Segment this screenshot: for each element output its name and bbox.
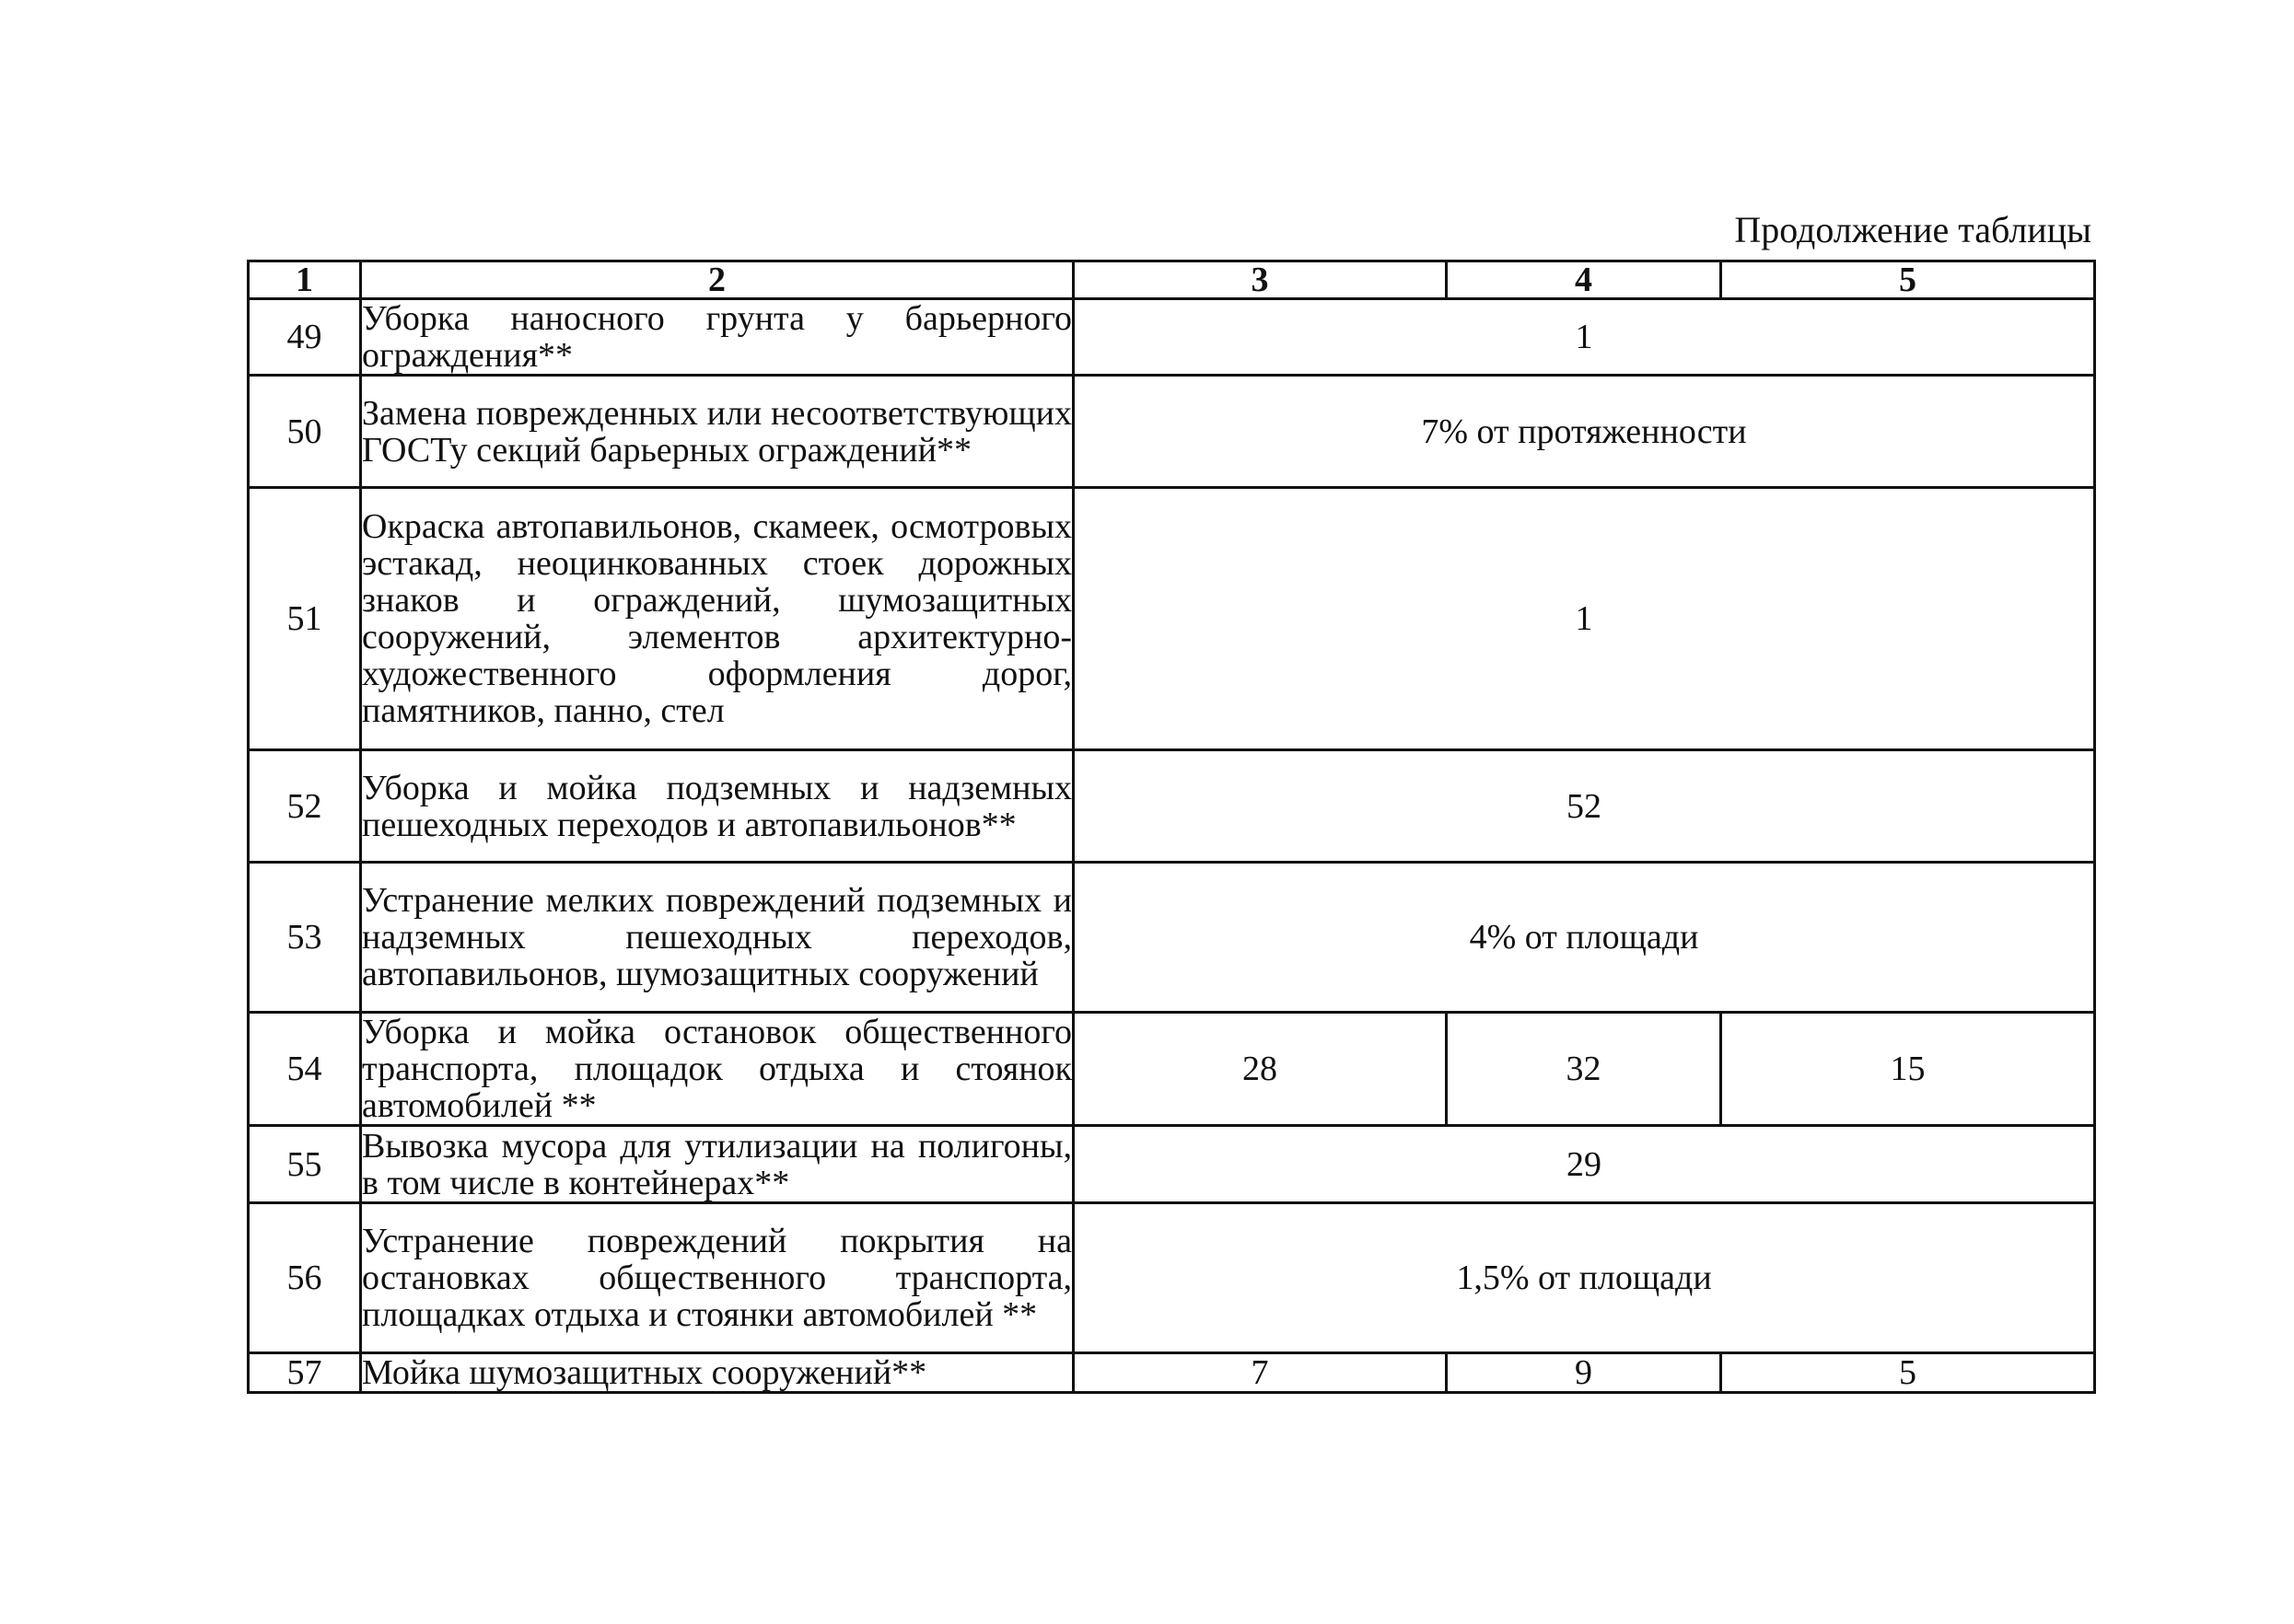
table-row <box>249 1353 2095 1393</box>
value-col-5: 15 <box>1721 1013 2095 1126</box>
row-number: 55 <box>249 1126 361 1203</box>
merged-value: 52 <box>1074 750 2095 863</box>
row-number: 49 <box>249 299 361 376</box>
row-number: 50 <box>249 376 361 488</box>
row-number: 53 <box>249 863 361 1013</box>
table-row <box>249 299 2095 376</box>
work-description: Устранение мелких повреждений подземных и надземных пешеходных переходов, автопавильонов, шумозащитных сооружений <box>361 863 1074 1013</box>
merged-value: 1,5% от площади <box>1074 1203 2095 1353</box>
header-col-4: 4 <box>1447 261 1721 299</box>
header-col-1: 1 <box>249 261 361 299</box>
row-number: 52 <box>249 750 361 863</box>
header-col-5: 5 <box>1721 261 2095 299</box>
header-col-3: 3 <box>1074 261 1447 299</box>
table-row <box>249 1013 2095 1126</box>
table-row <box>249 750 2095 863</box>
work-description: Окраска автопавильонов, скамеек, осмотровых эстакад, неоцинкованных стоек дорожных знаков и ограждений, шумозащитных сооружений, элементов архитектурно-художественного оформления дорог, памятников, панно, стел <box>361 488 1074 750</box>
table-row <box>249 1126 2095 1203</box>
merged-value: 1 <box>1074 299 2095 376</box>
header-row <box>249 261 2095 299</box>
work-description: Вывозка мусора для утилизации на полигоны, в том числе в контейнерах** <box>362 1126 1072 1202</box>
row-number: 51 <box>249 488 361 750</box>
work-description: Уборка и мойка остановок общественного транспорта, площадок отдыха и стоянок автомобилей ** <box>362 1013 1072 1125</box>
table-row <box>249 863 2095 1013</box>
merged-value: 29 <box>1074 1126 2095 1203</box>
merged-value: 7% от протяженности <box>1074 376 2095 488</box>
value-col-4: 9 <box>1447 1353 1721 1393</box>
merged-value: 1 <box>1074 488 2095 750</box>
table-caption: Продолжение таблицы <box>1734 209 2091 250</box>
row-number: 54 <box>249 1013 361 1126</box>
table-row <box>249 1203 2095 1353</box>
value-col-3: 7 <box>1074 1353 1447 1393</box>
table-row <box>249 488 2095 750</box>
work-description: Устранение повреждений покрытия на остановках общественного транспорта, площадках отдыха и стоянки автомобилей ** <box>361 1203 1074 1353</box>
norms-table <box>247 260 2096 1394</box>
work-description: Мойка шумозащитных сооружений** <box>361 1353 1074 1393</box>
table-row <box>249 376 2095 488</box>
work-description: Уборка и мойка подземных и надземных пешеходных переходов и автопавильонов** <box>361 750 1074 863</box>
value-col-4: 32 <box>1447 1013 1721 1126</box>
work-description: Уборка наносного грунта у барьерного ограждения** <box>362 299 1072 375</box>
row-number: 56 <box>249 1203 361 1353</box>
value-col-5: 5 <box>1721 1353 2095 1393</box>
merged-value: 4% от площади <box>1074 863 2095 1013</box>
header-col-2: 2 <box>361 261 1074 299</box>
value-col-3: 28 <box>1074 1013 1447 1126</box>
work-description: Замена поврежденных или несоответствующих ГОСТу секций барьерных ограждений** <box>361 376 1074 488</box>
row-number: 57 <box>249 1353 361 1393</box>
